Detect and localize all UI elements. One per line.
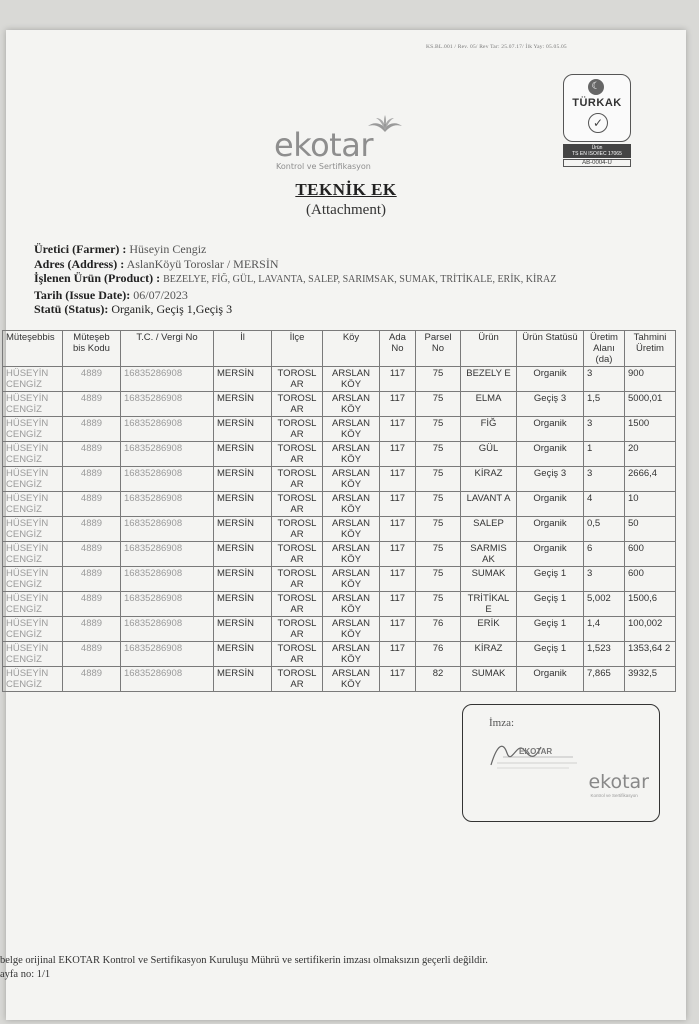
- table-cell: 900: [625, 367, 676, 392]
- address-label: Adres (Address) :: [34, 256, 125, 271]
- table-cell: 1,523: [584, 642, 625, 667]
- table-cell: 16835286908: [121, 592, 214, 617]
- table-cell: HÜSEYİN CENGİZ: [3, 467, 63, 492]
- table-cell: MERSİN: [214, 542, 272, 567]
- signature-box: [462, 704, 660, 822]
- table-cell: KİRAZ: [461, 642, 517, 667]
- table-cell: MERSİN: [214, 567, 272, 592]
- table-cell: BEZELY E: [461, 367, 517, 392]
- table-cell: 4889: [63, 667, 121, 692]
- table-cell: 117: [380, 642, 416, 667]
- document-reference: KS.BL.001 / Rev. 05/ Rev Tar: 25.07.17/ İlk Yay: 05.05.05: [426, 44, 567, 50]
- table-cell: 16835286908: [121, 392, 214, 417]
- table-row: [3, 417, 676, 442]
- table-cell: TOROSL AR: [272, 542, 323, 567]
- table-cell: TOROSL AR: [272, 517, 323, 542]
- table-cell: 5,002: [584, 592, 625, 617]
- table-cell: TOROSL AR: [272, 592, 323, 617]
- table-cell: HÜSEYİN CENGİZ: [3, 667, 63, 692]
- table-cell: MERSİN: [214, 492, 272, 517]
- table-cell: 100,002: [625, 617, 676, 642]
- table-cell: 75: [416, 442, 461, 467]
- table-cell: HÜSEYİN CENGİZ: [3, 417, 63, 442]
- table-cell: 16835286908: [121, 642, 214, 667]
- table-cell: TOROSL AR: [272, 567, 323, 592]
- table-cell: TRİTİKAL E: [461, 592, 517, 617]
- table-header-cell: İl: [214, 331, 272, 367]
- table-cell: 16835286908: [121, 517, 214, 542]
- table-cell: 117: [380, 367, 416, 392]
- table-row: [3, 442, 676, 467]
- product-value: BEZELYE, FİĞ, GÜL, LAVANTA, SALEP, SARIMSAK, SUMAK, TRİTİKALE, ERİK, KİRAZ: [163, 274, 557, 285]
- table-cell: 1500: [625, 417, 676, 442]
- table-cell: 50: [625, 517, 676, 542]
- table-cell: 7,865: [584, 667, 625, 692]
- table-row: [3, 492, 676, 517]
- table-cell: 117: [380, 592, 416, 617]
- table-cell: TOROSL AR: [272, 442, 323, 467]
- table-cell: 4889: [63, 567, 121, 592]
- table-cell: SALEP: [461, 517, 517, 542]
- logo-tagline: Kontrol ve Sertifikasyon: [276, 162, 371, 171]
- farmer-label: Üretici (Farmer) :: [34, 242, 127, 256]
- table-cell: HÜSEYİN CENGİZ: [3, 392, 63, 417]
- table-cell: MERSİN: [214, 417, 272, 442]
- status-value: Organik, Geçiş 1,Geçiş 3: [111, 302, 233, 316]
- table-cell: 4889: [63, 517, 121, 542]
- table-cell: 16835286908: [121, 417, 214, 442]
- table-cell: MERSİN: [214, 442, 272, 467]
- table-cell: GÜL: [461, 442, 517, 467]
- table-row: [3, 367, 676, 392]
- table-cell: HÜSEYİN CENGİZ: [3, 592, 63, 617]
- signature-logo-tagline: Kontrol ve Sertifikasyon: [590, 793, 638, 798]
- table-cell: 2666,4: [625, 467, 676, 492]
- table-header-cell: Müteşeb bis Kodu: [63, 331, 121, 367]
- table-cell: 75: [416, 467, 461, 492]
- band-line-2: TS EN ISO/IEC 17065: [572, 151, 622, 157]
- table-row: [3, 392, 676, 417]
- table-cell: 3932,5: [625, 667, 676, 692]
- table-cell: TOROSL AR: [272, 492, 323, 517]
- table-body: [3, 367, 676, 692]
- table-cell: 600: [625, 567, 676, 592]
- table-cell: TOROSL AR: [272, 417, 323, 442]
- table-cell: 4: [584, 492, 625, 517]
- accreditation-code: AB-0004-U: [563, 159, 631, 167]
- table-cell: MERSİN: [214, 367, 272, 392]
- table-cell: HÜSEYİN CENGİZ: [3, 542, 63, 567]
- footer-note: [0, 954, 488, 982]
- table-row: [3, 567, 676, 592]
- address-value: AslanKöyü Toroslar / MERSİN: [126, 256, 279, 271]
- title-main: TEKNİK EK: [295, 180, 397, 199]
- table-cell: 1,4: [584, 617, 625, 642]
- table-cell: HÜSEYİN CENGİZ: [3, 617, 63, 642]
- table-cell: 16835286908: [121, 542, 214, 567]
- table-cell: ARSLAN KÖY: [323, 517, 380, 542]
- date-label: Tarih (Issue Date):: [34, 287, 131, 302]
- footer-page-number: ayfa no: 1/1: [0, 969, 51, 980]
- table-cell: 117: [380, 567, 416, 592]
- table-cell: 75: [416, 517, 461, 542]
- table-cell: 4889: [63, 592, 121, 617]
- table-header-cell: Ürün: [461, 331, 517, 367]
- table-cell: MERSİN: [214, 592, 272, 617]
- table-cell: ARSLAN KÖY: [323, 617, 380, 642]
- table-cell: 75: [416, 367, 461, 392]
- table-header-cell: Parsel No: [416, 331, 461, 367]
- table-header-cell: Üretim Alanı (da): [584, 331, 625, 367]
- table-cell: 16835286908: [121, 467, 214, 492]
- table-header-cell: Müteşebbis: [3, 331, 63, 367]
- table-cell: SARMIS AK: [461, 542, 517, 567]
- table-cell: 16835286908: [121, 667, 214, 692]
- table-cell: MERSİN: [214, 642, 272, 667]
- document-page: [0, 30, 686, 1020]
- table-cell: SUMAK: [461, 667, 517, 692]
- table-row: [3, 617, 676, 642]
- table-cell: HÜSEYİN CENGİZ: [3, 442, 63, 467]
- table-header-cell: Tahmini Üretim: [625, 331, 676, 367]
- table-cell: Geçiş 1: [517, 642, 584, 667]
- table-cell: LAVANT A: [461, 492, 517, 517]
- table-cell: 75: [416, 417, 461, 442]
- document-title: [6, 180, 686, 219]
- table-cell: 10: [625, 492, 676, 517]
- table-cell: FİĞ: [461, 417, 517, 442]
- table-cell: 3: [584, 467, 625, 492]
- table-cell: 3: [584, 367, 625, 392]
- table-cell: 75: [416, 392, 461, 417]
- table-cell: TOROSL AR: [272, 367, 323, 392]
- table-cell: 4889: [63, 542, 121, 567]
- band-line-1: Ürün: [591, 145, 603, 151]
- table-cell: 1353,64 2: [625, 642, 676, 667]
- table-cell: ARSLAN KÖY: [323, 442, 380, 467]
- table-cell: HÜSEYİN CENGİZ: [3, 642, 63, 667]
- table-cell: 117: [380, 542, 416, 567]
- table-cell: 0,5: [584, 517, 625, 542]
- table-cell: 4889: [63, 467, 121, 492]
- table-cell: MERSİN: [214, 467, 272, 492]
- table-cell: Organik: [517, 667, 584, 692]
- table-cell: 600: [625, 542, 676, 567]
- crescent-icon: ☾: [588, 79, 604, 95]
- table-cell: 4889: [63, 642, 121, 667]
- table-cell: 4889: [63, 367, 121, 392]
- table-cell: 4889: [63, 617, 121, 642]
- table-cell: 4889: [63, 417, 121, 442]
- date-row: [34, 288, 556, 303]
- table-cell: HÜSEYİN CENGİZ: [3, 517, 63, 542]
- table-cell: Geçiş 3: [517, 467, 584, 492]
- signature-logo-word: ekotar: [588, 771, 649, 793]
- signature-ekotar-logo: [588, 771, 649, 798]
- table-cell: Geçiş 1: [517, 592, 584, 617]
- table-cell: ARSLAN KÖY: [323, 492, 380, 517]
- title-sub: (Attachment): [306, 202, 386, 218]
- table-cell: 6: [584, 542, 625, 567]
- table-cell: ARSLAN KÖY: [323, 667, 380, 692]
- table-cell: 75: [416, 492, 461, 517]
- table-cell: ARSLAN KÖY: [323, 367, 380, 392]
- check-icon: ✓: [588, 113, 608, 133]
- accreditation-band: [563, 144, 631, 158]
- product-label: İşlenen Ürün (Product) :: [34, 271, 161, 285]
- farmer-row: [34, 242, 556, 257]
- signature-label: İmza:: [489, 717, 515, 729]
- table-cell: ERİK: [461, 617, 517, 642]
- table-cell: 1,5: [584, 392, 625, 417]
- table-cell: ARSLAN KÖY: [323, 392, 380, 417]
- table-cell: 4889: [63, 442, 121, 467]
- table-cell: 1500,6: [625, 592, 676, 617]
- table-cell: 4889: [63, 392, 121, 417]
- status-row: [34, 302, 556, 317]
- farmer-value: Hüseyin Cengiz: [129, 242, 207, 256]
- address-row: [34, 257, 556, 272]
- ekotar-logo: [272, 114, 412, 174]
- table-cell: 117: [380, 492, 416, 517]
- table-cell: 1: [584, 442, 625, 467]
- table-cell: 75: [416, 567, 461, 592]
- table-cell: 16835286908: [121, 567, 214, 592]
- table-row: [3, 642, 676, 667]
- table-cell: 75: [416, 542, 461, 567]
- table-cell: 117: [380, 517, 416, 542]
- table-cell: 117: [380, 467, 416, 492]
- turkak-accreditation-seal: [563, 74, 633, 168]
- table-cell: 16835286908: [121, 367, 214, 392]
- table-cell: Organik: [517, 517, 584, 542]
- table-cell: SUMAK: [461, 567, 517, 592]
- table-cell: ARSLAN KÖY: [323, 592, 380, 617]
- table-cell: ARSLAN KÖY: [323, 542, 380, 567]
- table-cell: MERSİN: [214, 392, 272, 417]
- table-cell: 16835286908: [121, 492, 214, 517]
- table-cell: 3: [584, 567, 625, 592]
- table-cell: TOROSL AR: [272, 392, 323, 417]
- table-cell: Organik: [517, 542, 584, 567]
- table-cell: ARSLAN KÖY: [323, 642, 380, 667]
- table-header-cell: Ada No: [380, 331, 416, 367]
- table-cell: Organik: [517, 442, 584, 467]
- table-cell: 117: [380, 667, 416, 692]
- table-cell: ARSLAN KÖY: [323, 567, 380, 592]
- table-cell: 76: [416, 642, 461, 667]
- table-row: [3, 592, 676, 617]
- table-cell: HÜSEYİN CENGİZ: [3, 567, 63, 592]
- table-cell: 16835286908: [121, 617, 214, 642]
- table-row: [3, 467, 676, 492]
- table-cell: Organik: [517, 492, 584, 517]
- table-cell: ELMA: [461, 392, 517, 417]
- table-cell: Geçiş 1: [517, 617, 584, 642]
- table-cell: TOROSL AR: [272, 667, 323, 692]
- table-cell: Organik: [517, 417, 584, 442]
- table-cell: 117: [380, 617, 416, 642]
- signature-stamp: [473, 735, 593, 775]
- table-cell: Geçiş 3: [517, 392, 584, 417]
- table-cell: TOROSL AR: [272, 617, 323, 642]
- table-cell: ARSLAN KÖY: [323, 417, 380, 442]
- table-cell: MERSİN: [214, 667, 272, 692]
- table-cell: 16835286908: [121, 442, 214, 467]
- certificate-info: [34, 242, 556, 317]
- table-row: [3, 517, 676, 542]
- logo-word: ekotar: [274, 126, 373, 164]
- table-cell: 117: [380, 392, 416, 417]
- table-cell: HÜSEYİN CENGİZ: [3, 367, 63, 392]
- table-cell: 82: [416, 667, 461, 692]
- table-cell: 5000,01: [625, 392, 676, 417]
- table-cell: ARSLAN KÖY: [323, 467, 380, 492]
- table-cell: KİRAZ: [461, 467, 517, 492]
- table-cell: 20: [625, 442, 676, 467]
- status-label: Statü (Status):: [34, 302, 109, 316]
- footer-line-1: belge orijinal EKOTAR Kontrol ve Sertifikasyon Kuruluşu Mührü ve sertifikerin imzası olmaksızın geçerli değildir.: [0, 955, 488, 966]
- table-cell: 75: [416, 592, 461, 617]
- table-header-cell: İlçe: [272, 331, 323, 367]
- table-header-cell: T.C. / Vergi No: [121, 331, 214, 367]
- table-cell: TOROSL AR: [272, 642, 323, 667]
- table-cell: Organik: [517, 367, 584, 392]
- table-header-cell: Ürün Statüsü: [517, 331, 584, 367]
- table-cell: 3: [584, 417, 625, 442]
- table-row: [3, 542, 676, 567]
- table-cell: 117: [380, 417, 416, 442]
- stamp-text: EKOTAR: [519, 747, 553, 756]
- production-table: [2, 330, 676, 692]
- table-row: [3, 667, 676, 692]
- table-cell: MERSİN: [214, 517, 272, 542]
- table-cell: 4889: [63, 492, 121, 517]
- table-cell: Geçiş 1: [517, 567, 584, 592]
- table-cell: 117: [380, 442, 416, 467]
- table-cell: HÜSEYİN CENGİZ: [3, 492, 63, 517]
- table-cell: TOROSL AR: [272, 467, 323, 492]
- table-cell: 76: [416, 617, 461, 642]
- turkak-brand: TÜRKAK: [572, 97, 622, 109]
- table-header-cell: Köy: [323, 331, 380, 367]
- date-value: 06/07/2023: [133, 287, 188, 302]
- product-row: [34, 271, 556, 288]
- table-cell: MERSİN: [214, 617, 272, 642]
- table-header-row: [3, 331, 676, 367]
